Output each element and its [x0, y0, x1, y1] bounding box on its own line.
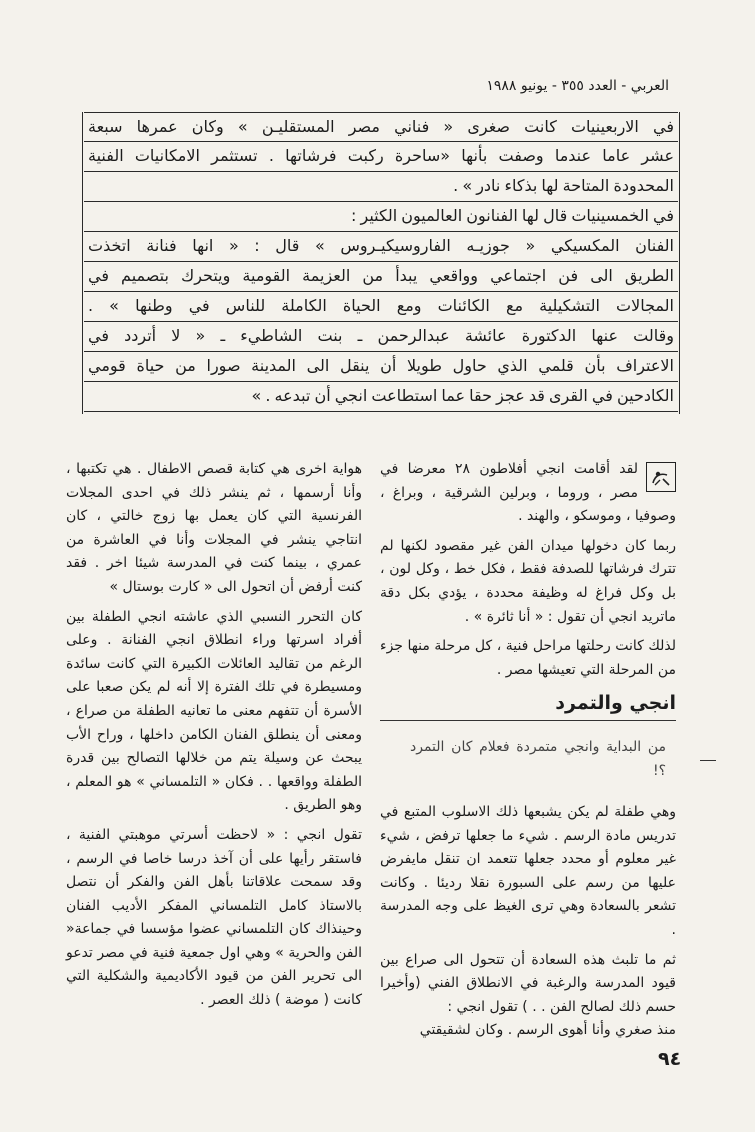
paragraph: كان التحرر النسبي الذي عاشته انجي الطفلة بين أفراد اسرتها وراء انطلاق انجي الفنانة . وعلى الرغم من تقاليد العائلات الكبيرة التي كانت سائدة ومسيطرة في تلك الفترة إلا أنه لم يكن صعبا على الأسرة أن تتفهم معنى ما تعانيه الطفلة من صراع ، ومعنى أن ينطلق الفنان الكامن داخلها ، وراح الأب يبحث عن وسيلة يتم من خلالها التصالح بين قدرة الطفلة وواقعها . . فكان « التلمساني » هو المعلم ، وهو الطريق .	[66, 608, 362, 814]
quote-box-line: الفنان المكسيكي « جوزيـه الفاروسيكيـروس » قال : « انها فنانة اتخذت	[84, 232, 678, 262]
paragraph: هواية اخرى هي كتابة قصص الاطفال . هي تكتبها ، وأنا أرسمها ، ثم ينشر ذلك في احدى المجلات الفرنسية التي كان يعمل بها زوج خالتي ، كان انتاجي ينشر في المجلات وأنا في العاشرة من عمري ، بينما كنت في المدرسة شيئا اخر . فقد كنت أرفض أن اتحول الى « كارت بوستال »	[66, 461, 362, 595]
quote-box-line: المجالات التشكيلية مع الكائنات ومع الحياة الكاملة للناس في وطنها » .	[84, 292, 678, 322]
paragraph: ثم ما تلبث هذه السعادة أن تتحول الى صراع بين قيود المدرسة والرغبة في الانطلاق الفني (وأخيرا حسم ذلك لصالح الفن . . ) تقول انجي :	[380, 951, 676, 1015]
right-column	[380, 458, 676, 1043]
paragraph: لذلك كانت رحلتها مراحل فنية ، كل مرحلة منها جزء من المرحلة التي تعيشها مصر .	[380, 638, 676, 678]
paragraph: وهي طفلة لم يكن يشبعها ذلك الاسلوب المتبع في تدريس مادة الرسم . شيء ما جعلها ترفض ، شيء غير معلوم أو محدد جعلها تتعمد ان تنقل مايفرض عليها من رسم على السبورة نقلا رديئا . وكانت تشعر بالسعادة وهي ترى الغيظ على وجه المدرسة .	[380, 803, 676, 938]
quote-box-line: الطريق الى فن اجتماعي وواقعي يبدأ من العزيمة القومية ويتحرك بتصميم في	[84, 262, 678, 292]
quote-box-line: المحدودة المتاحة لها بذكاء نادر » .	[84, 172, 678, 202]
running-head: العربي - العدد ٣٥٥ - يونيو ١٩٨٨	[486, 78, 669, 94]
paragraph: منذ صغري وأنا أهوى الرسم . وكان لشقيقتي	[419, 1022, 676, 1039]
quote-box-line: عشر عاما عندما وصفت بأنها «ساحرة ركبت فرشاتها . تستثمر الامكانيات الفنية	[84, 142, 678, 172]
paragraph: لقد أقامت انجي أفلاطون ٢٨ معرضا في مصر ، وروما ، وبرلين الشرقية ، وبراغ ، وصوفيا ، وموسكو ، والهند .	[380, 461, 676, 525]
paragraph: ربما كان دخولها ميدان الفن غير مقصود لكنها لم تترك فرشاتها للصدفة فقط ، فكل خط ، وكل لون ، بل وكل فراغ له وظيفة محددة ، يؤدي بكل دقة ماتريد انجي أن تقول : « أنا ثائرة » .	[380, 537, 676, 625]
margin-dash	[700, 760, 716, 761]
artist-palette-icon	[646, 462, 676, 492]
quote-box	[84, 112, 678, 412]
quote-box-line: الاعتراف بأن قلمي الذي حاول طويلا أن ينقل الى المدينة صورا من حياة قومي	[84, 352, 678, 382]
left-column	[66, 458, 362, 1013]
paragraph: تقول انجي : « لاحظت أسرتي موهبتي الفنية ، فاستقر رأيها على أن آخذ درسا خاصا في الرسم ، وقد سمحت علاقاتنا بأهل الفن والفكر أن نتصل بالاستاذ كامل التلمساني المفكر الأديب الفنان وحينذاك كان التلمساني عضوا مؤسسا في جماعة« الفن والحرية » وهي اول جمعية فنية في مصر تدعو الى تحرير الفن من قيود الأكاديمية والشكلية التي كانت ( موضة ) ذلك العصر .	[66, 826, 362, 1009]
quote-box-line: في الاربعينيات كانت صغرى « فناني مصر المستقليـن » وكان عمرها سبعة	[84, 112, 678, 142]
page-number: ٩٤	[658, 1048, 682, 1070]
quote-box-line: الكادحين في القرى قد عجز حقا عما استطاعت انجي أن تبدعه . »	[84, 382, 678, 412]
quote-box-line: وقالت عنها الدكتورة عائشة عبدالرحمن ـ بنت الشاطيء ـ « لا أتردد في	[84, 322, 678, 352]
section-heading: انجي والتمرد	[380, 692, 676, 721]
pull-quote: من البداية وانجي متمردة فعلام كان التمرد ؟!	[410, 738, 666, 779]
quote-box-line: في الخمسينيات قال لها الفنانون العالميون الكثير :	[84, 202, 678, 232]
